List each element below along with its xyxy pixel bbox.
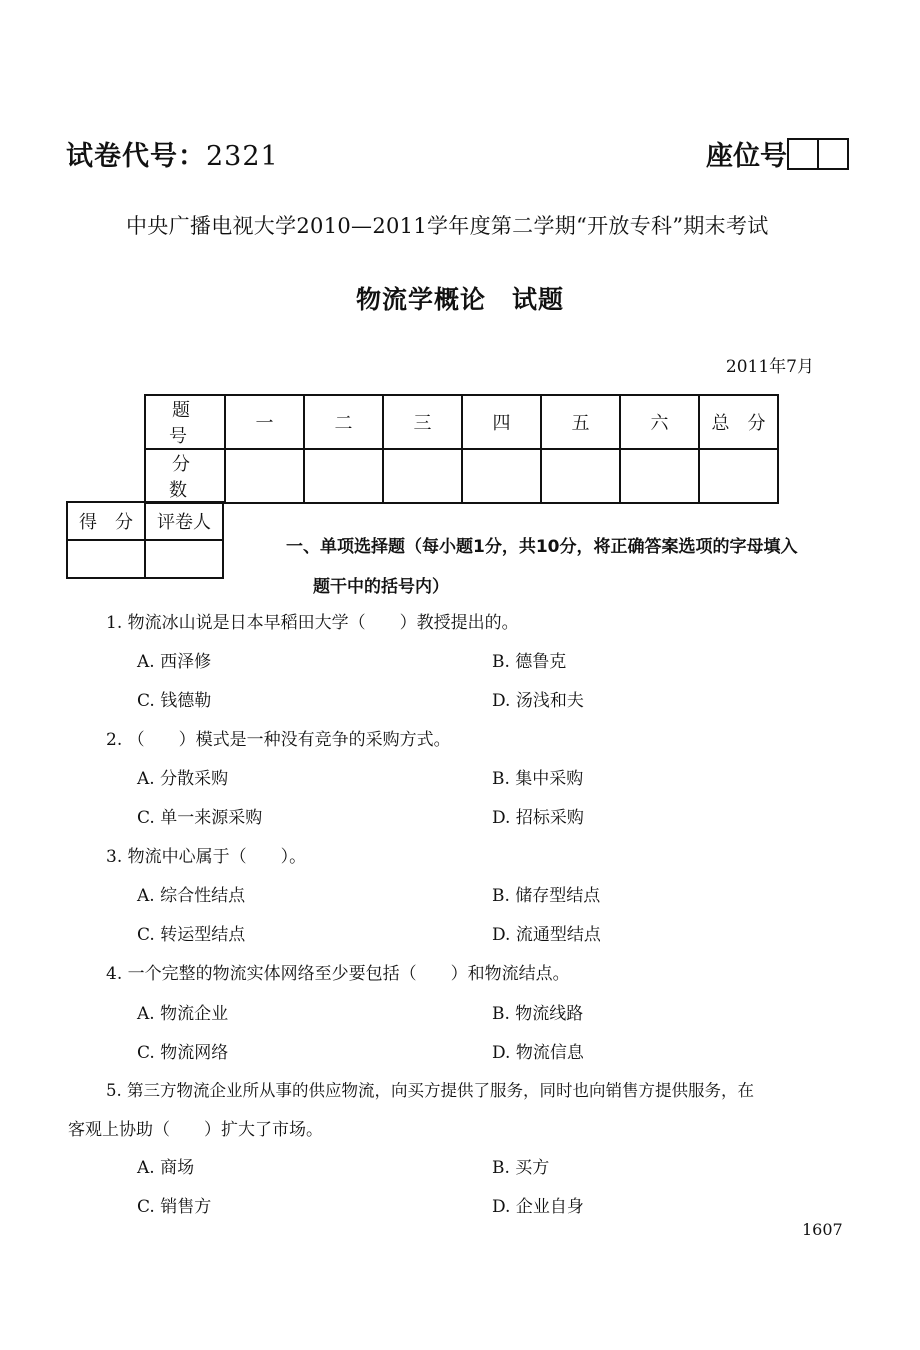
q4-option-c: C. 物流网络 <box>137 1043 229 1063</box>
question-5-stem-line-1: 5. 第三方物流企业所从事的供应物流，向买方提供了服务，同时也向销售方提供服务，在 <box>106 1081 754 1100</box>
column-header: 总 分 <box>699 395 778 449</box>
score-cell[interactable] <box>383 449 462 503</box>
grader-label: 评卷人 <box>145 502 223 540</box>
question-2-stem: 2. （ ）模式是一种没有竞争的采购方式。 <box>106 730 451 750</box>
score-cell[interactable] <box>304 449 383 503</box>
section-title <box>286 527 798 607</box>
q5-option-b: B. 买方 <box>492 1158 550 1178</box>
q1-option-d: D. 汤浅和夫 <box>492 691 584 711</box>
score-cell[interactable] <box>620 449 699 503</box>
q4-option-b: B. 物流线路 <box>492 1004 584 1024</box>
question-5-stem-line-2: 客观上协助（ ）扩大了市场。 <box>68 1120 323 1140</box>
score-table <box>144 394 779 504</box>
question-1-stem: 1. 物流冰山说是日本早稻田大学（ ）教授提出的。 <box>106 613 519 633</box>
score-cell[interactable] <box>225 449 304 503</box>
q5-option-c: C. 销售方 <box>137 1197 212 1217</box>
q3-option-d: D. 流通型结点 <box>492 925 601 945</box>
score-cell[interactable] <box>699 449 778 503</box>
section-score-cell[interactable] <box>67 540 145 578</box>
q4-option-d: D. 物流信息 <box>492 1043 584 1063</box>
section-title-line-2: 题干中的括号内） <box>313 577 449 597</box>
q1-option-b: B. 德鲁克 <box>492 652 567 672</box>
exam-date: 2011年7月 <box>725 357 814 377</box>
q3-option-a: A. 综合性结点 <box>137 886 246 906</box>
paper-code <box>66 134 279 173</box>
score-table-score-row <box>145 449 778 503</box>
seat-number-boxes[interactable] <box>789 138 849 170</box>
q5-option-d: D. 企业自身 <box>492 1197 584 1217</box>
seat-number-field <box>706 134 849 173</box>
column-header: 二 <box>304 395 383 449</box>
column-header: 一 <box>225 395 304 449</box>
exam-title: 物流学概论 试题 <box>355 285 564 314</box>
score-cell[interactable] <box>462 449 541 503</box>
exam-header-line: 中央广播电视大学2010—2011学年度第二学期“开放专科”期末考试 <box>126 214 769 238</box>
q2-option-c: C. 单一来源采购 <box>137 808 263 828</box>
grader-box <box>66 501 224 579</box>
score-label: 分 数 <box>145 449 225 503</box>
q2-option-a: A. 分散采购 <box>137 769 229 789</box>
paper-code-number: 2321 <box>206 141 279 172</box>
score-cell[interactable] <box>541 449 620 503</box>
q1-option-a: A. 西泽修 <box>137 652 212 672</box>
score-table-header-row <box>145 395 778 449</box>
q2-option-d: D. 招标采购 <box>492 808 584 828</box>
q1-option-c: C. 钱德勒 <box>137 691 212 711</box>
seat-box-1[interactable] <box>787 138 819 170</box>
section-score-label: 得 分 <box>67 502 145 540</box>
page-number: 1607 <box>802 1220 843 1239</box>
seat-box-2[interactable] <box>817 138 849 170</box>
q2-option-b: B. 集中采购 <box>492 769 584 789</box>
q5-option-a: A. 商场 <box>137 1158 195 1178</box>
section-title-line-1: 一、单项选择题（每小题1分，共10分，将正确答案选项的字母填入 <box>286 537 798 557</box>
q3-option-b: B. 储存型结点 <box>492 886 601 906</box>
grader-cell[interactable] <box>145 540 223 578</box>
paper-code-label: 试卷代号： <box>66 141 206 172</box>
column-header: 六 <box>620 395 699 449</box>
column-header: 五 <box>541 395 620 449</box>
question-number-label: 题 号 <box>145 395 225 449</box>
column-header: 四 <box>462 395 541 449</box>
q3-option-c: C. 转运型结点 <box>137 925 246 945</box>
column-header: 三 <box>383 395 462 449</box>
question-3-stem: 3. 物流中心属于（ ）。 <box>106 847 307 867</box>
seat-number-label: 座位号 <box>706 141 787 172</box>
q4-option-a: A. 物流企业 <box>137 1004 229 1024</box>
question-4-stem: 4. 一个完整的物流实体网络至少要包括（ ）和物流结点。 <box>106 964 570 984</box>
